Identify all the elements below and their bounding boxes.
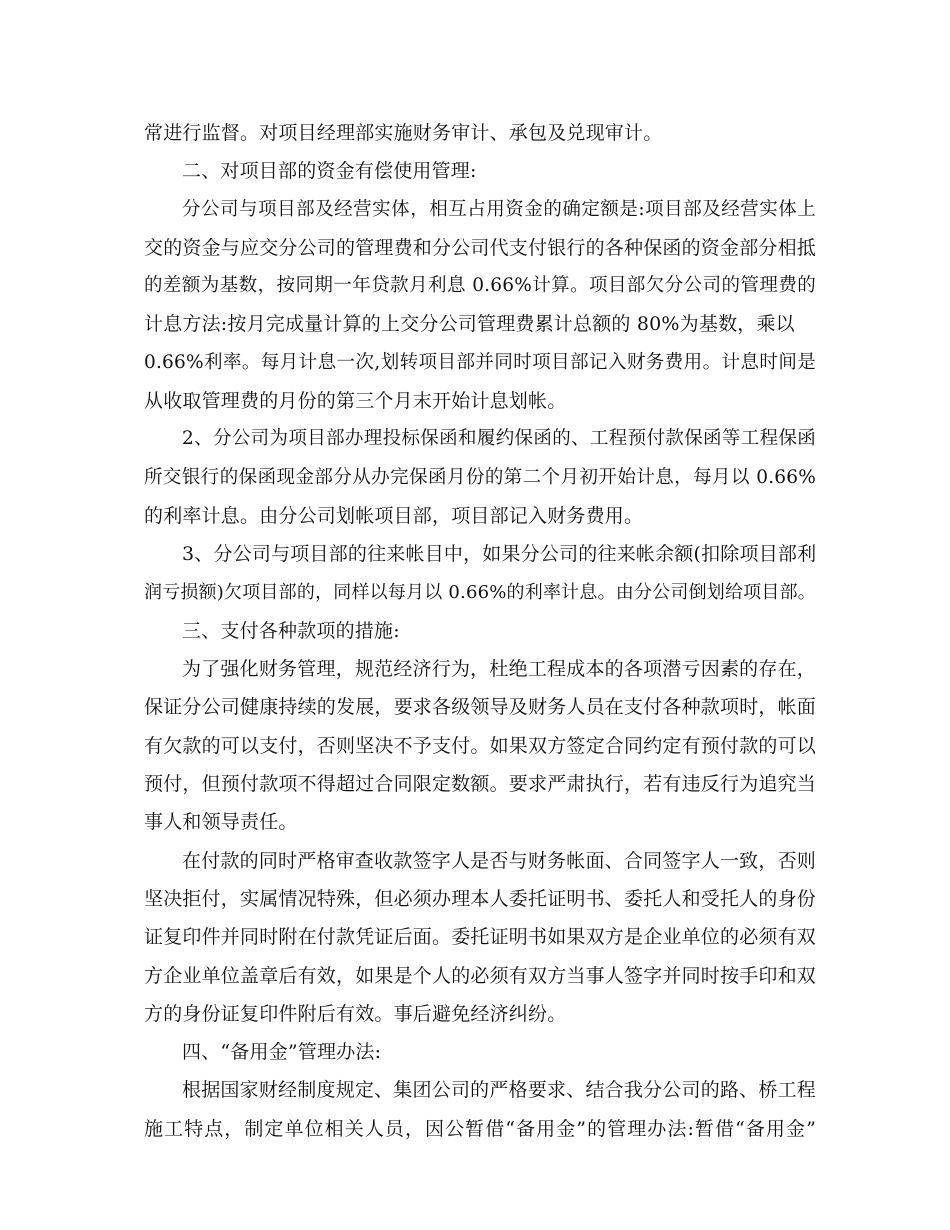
paragraph-line: 从收取管理费的月份的第三个月末开始计息划帐。 [144,390,567,413]
paragraph-line: 有欠款的可以支付，否则坚决不予支付。如果双方签定合同约定有预付款的可以 [144,734,817,757]
paragraph-line: 交的资金与应交分公司的管理费和分公司代支付银行的各种保函的资金部分相抵 [144,236,817,259]
section-heading: 三、支付各种款项的措施: [182,619,400,642]
paragraph-line: 在付款的同时严格审查收款签字人是否与财务帐面、合同签字人一致，否则 [182,849,816,872]
paragraph-line: 根据国家财经制度规定、集团公司的严格要求、结合我分公司的路、桥工程 [182,1079,816,1102]
paragraph-line: 预付，但预付款项不得超过合同限定数额。要求严肃执行，若有违反行为追究当 [144,773,817,796]
paragraph-line: 事人和领导责任。 [144,811,298,834]
paragraph-line: 方企业单位盖章后有效，如果是个人的必须有双方当事人签字并同时按手印和双 [144,964,817,987]
document-body [144,114,816,1148]
paragraph-line: 2、分公司为项目部办理投标保函和履约保函的、工程预付款保函等工程保函 [182,428,816,450]
paragraph-line: 施工特点，制定单位相关人员，因公暂借“备用金”的管理办法:暂借“备用金” [144,1117,816,1140]
paragraph-line: 的利率计息。由分公司划帐项目部，项目部记入财务费用。 [144,504,644,527]
section-heading: 二、对项目部的资金有偿使用管理: [182,160,477,183]
paragraph-line: 润亏损额)欠项目部的，同样以每月以 0.66%的利率计息。由分公司倒划给项目部。 [144,581,816,603]
paragraph-line: 0.66%利率。每月计息一次,划转项目部并同时项目部记入财务费用。计息时间是 [144,351,816,373]
paragraph-line: 证复印件并同时附在付款凭证后面。委托证明书如果双方是企业单位的必须有双 [144,926,817,949]
section-heading: 四、“备用金”管理办法: [182,1041,382,1064]
paragraph-line: 保证分公司健康持续的发展，要求各级领导及财务人员在支付各种款项时，帐面 [144,696,817,719]
paragraph-line: 所交银行的保函现金部分从办完保函月份的第二个月初开始计息，每月以 0.66% [144,466,816,488]
paragraph-line: 为了强化财务管理，规范经济行为，杜绝工程成本的各项潜亏因素的存在， [182,658,816,681]
paragraph-line: 计息方法:按月完成量计算的上交分公司管理费累计总额的 80%为基数，乘以 [144,313,795,336]
paragraph-line: 分公司与项目部及经营实体，相互占用资金的确定额是:项目部及经营实体上 [182,198,816,220]
paragraph-line: 坚决拒付，实属情况特殊，但必须办理本人委托证明书、委托人和受托人的身份 [144,887,817,910]
paragraph-line: 的差额为基数，按同期一年贷款月利息 0.66%计算。项目部欠分公司的管理费的 [144,275,816,297]
paragraph-line: 3、分公司与项目部的往来帐目中，如果分公司的往来帐余额(扣除项目部利 [182,543,817,566]
paragraph-line: 方的身份证复印件附后有效。事后避免经济纠纷。 [144,1002,567,1025]
paragraph-line: 常进行监督。对项目经理部实施财务审计、承包及兑现审计。 [144,122,663,144]
